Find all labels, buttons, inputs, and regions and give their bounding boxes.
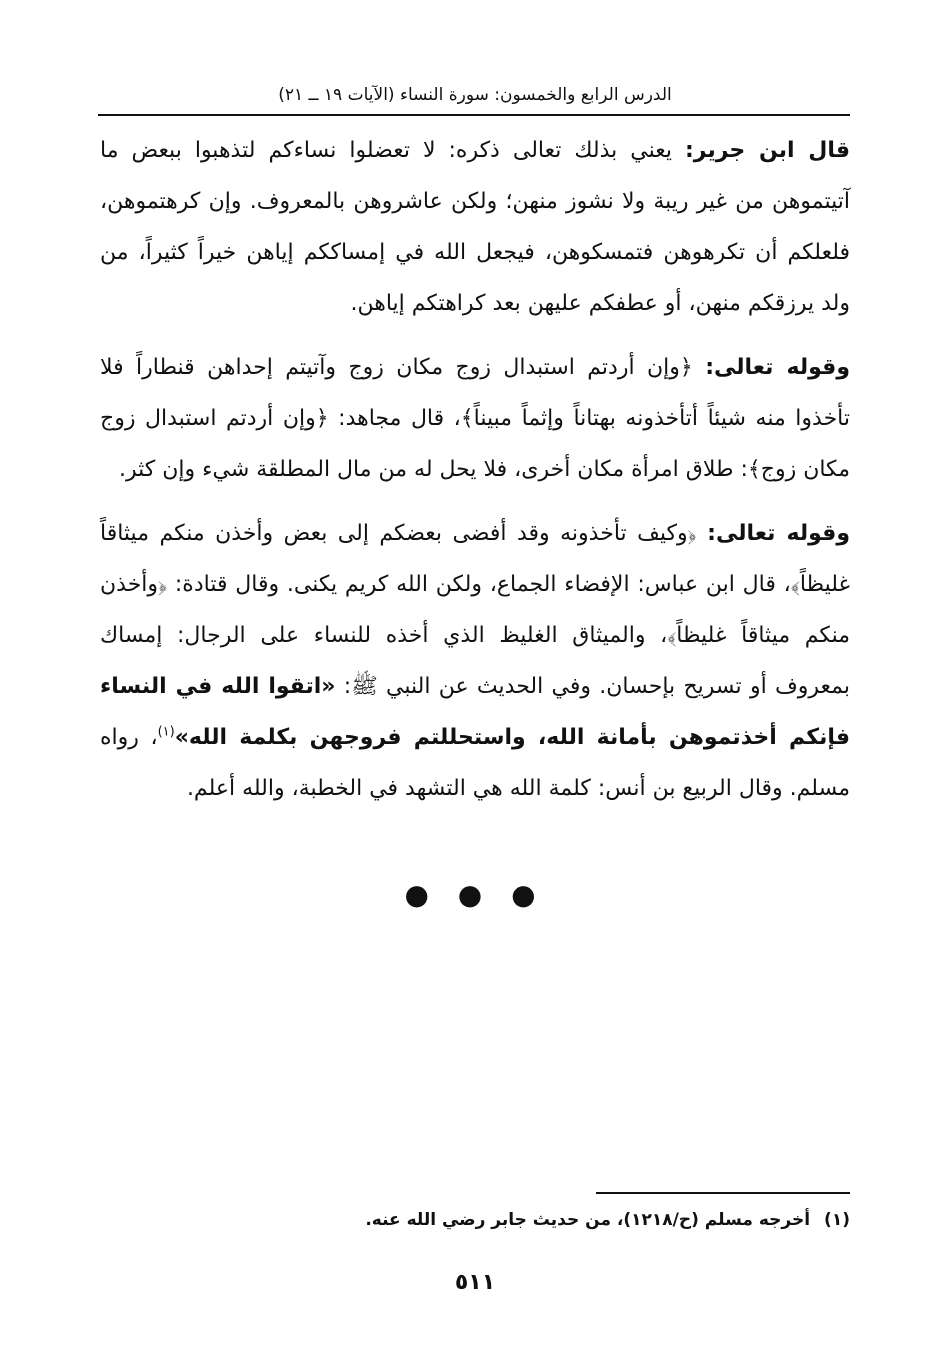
paragraph-text: ، رواه مسلم. وقال الربيع بن أنس: كلمة الله هي التشهد في الخطبة، والله أعلم. (100, 725, 850, 801)
footnote-number: (١) (824, 1210, 850, 1230)
paragraph-lead: قال ابن جرير: (685, 138, 850, 163)
paragraph-lead: وقوله تعالى: (705, 355, 850, 380)
section-separator: ● ● ● (404, 878, 546, 911)
running-header: الدرس الرابع والخمسون: سورة النساء (الآيات ١٩ ــ ٢١) (278, 85, 672, 105)
footnote-rule (596, 1192, 850, 1194)
paragraph-verse-20 (100, 342, 850, 495)
paragraph-ibn-jarir (100, 125, 850, 329)
paragraph-lead: وقوله تعالى: (707, 521, 851, 546)
footnote (100, 1206, 850, 1234)
hadith-quote: «اتقوا الله في النساء فإنكم أخذتموهن بأمانة الله، واستحللتم فروجهن بكلمة الله» (100, 674, 850, 750)
paragraph-verse-21 (100, 508, 850, 814)
page-number: ٥١١ (454, 1270, 496, 1295)
paragraph-text: ﴿وإن أردتم استبدال زوج مكان زوج وآتيتم إحداهن قنطاراً فلا تأخذوا منه شيئاً أتأخذونه بهتاناً وإثماً مبيناً﴾، قال مجاهد: ﴿وإن أردتم استبدال زوج مكان زوج﴾: طلاق امرأة مكان أخرى، فلا يحل له من مال المطلقة شيء وإن كثر. (100, 355, 850, 482)
footnote-marker[interactable]: (١) (157, 724, 175, 740)
header-rule (98, 114, 850, 116)
footnote-text: أخرجه مسلم (ح/١٢١٨)، من حديث جابر رضي الله عنه. (365, 1210, 811, 1230)
page-body (100, 125, 850, 814)
paragraph-text: يعني بذلك تعالى ذكره: لا تعضلوا نساءكم لتذهبوا ببعض ما آتيتموهن من غير ريبة ولا نشوز منهن؛ ولكن عاشروهن بالمعروف. وإن كرهتموهن، فلعلكم أن تكرهوهن فتمسكوهن، فيجعل الله في إمساككم إياهن خيراً كثيراً، من ولد يرزقكم منهن، أو عطفكم عليهن بعد كراهتكم إياهن. (100, 138, 850, 316)
paragraph-text: ﴿وكيف تأخذونه وقد أفضى بعضكم إلى بعض وأخذن منكم ميثاقاً غليظاً﴾، قال ابن عباس: الإفضاء الجماع، ولكن الله كريم يكنى. وقال قتادة: ﴿وأخذن منكم ميثاقاً غليظاً﴾، والميثاق الغليظ الذي أخذه للنساء على الرجال: إمساك بمعروف أو تسريح بإحسان. وفي الحديث عن النبي ﷺ: (100, 521, 850, 699)
